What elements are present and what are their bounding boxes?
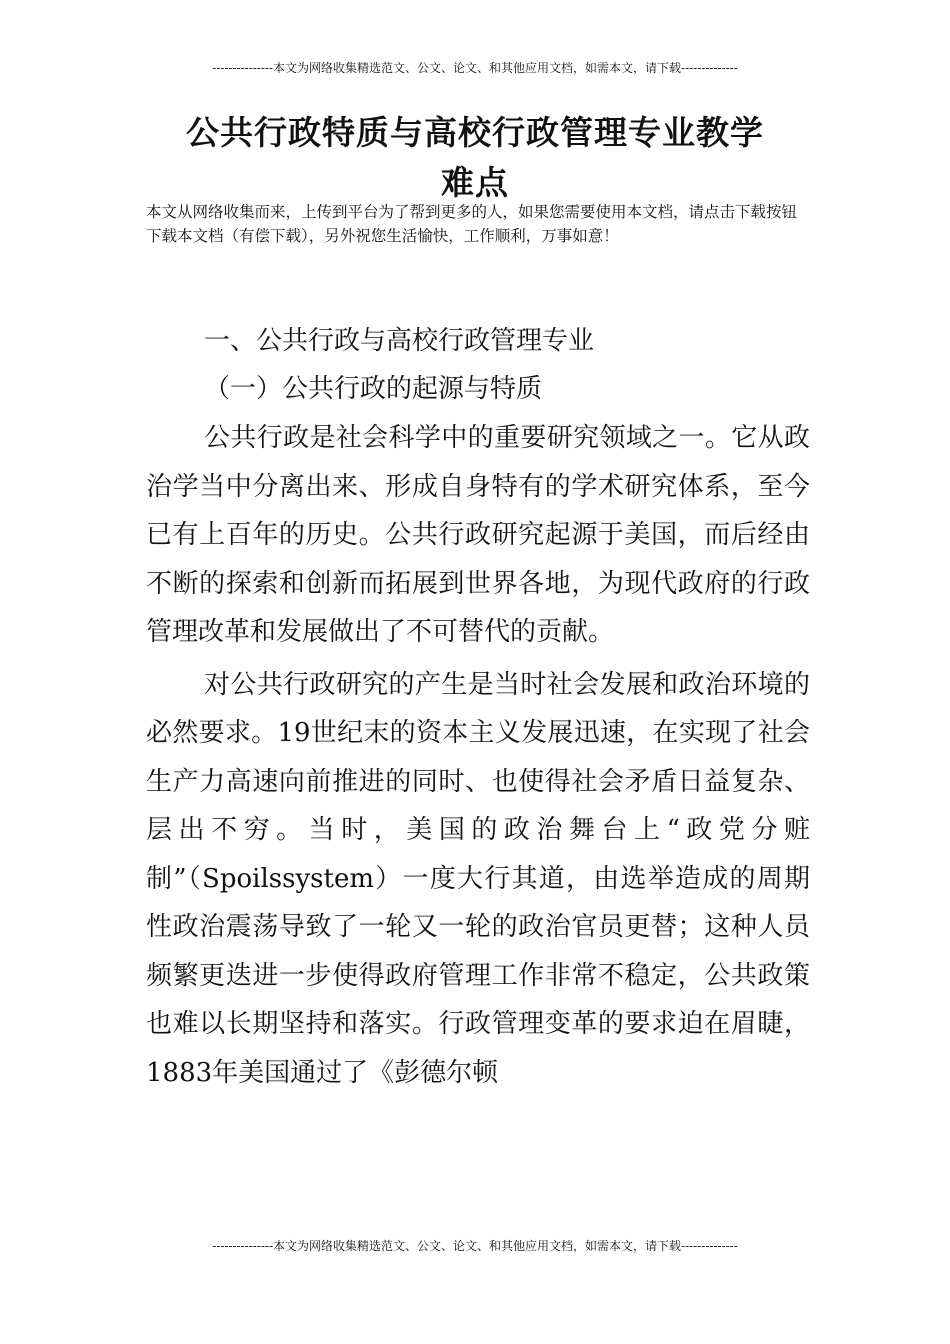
paragraph-2: 对公共行政研究的产生是当时社会发展和政治环境的必然要求。19世纪末的资本主义发展迅速，在实现了社会生产力高速向前推进的同时、也使得社会矛盾日益复杂、层出不穷。当时，美国的政治舞台上“政党分赃制”（Spoilssystem）一度大行其道，由选举造成的周期性政治震荡导致了一轮又一轮的政治官员更替；这种人员频繁更迭进一步使得政府管理工作非常不稳定，公共政策也难以长期坚持和落实。行政管理变革的要求迫在眉睫，1883年美国通过了《彭德尔顿 <box>146 669 810 1088</box>
section-heading: 一、公共行政与高校行政管理专业 <box>204 326 595 356</box>
title-line-1: 公共行政特质与高校行政管理专业教学 <box>186 113 764 153</box>
subsection-heading: （一）公共行政的起源与特质 <box>204 374 543 404</box>
download-notice: 本文从网络收集而来，上传到平台为了帮到更多的人，如果您需要使用本文档，请点击下载按钮下载本文档（有偿下载），另外祝您生活愉快，工作顺利，万事如意！ <box>146 203 798 245</box>
document-title <box>160 108 790 208</box>
header-banner: ---------------本文为网络收集精选范文、公文、论文、和其他应用文档，如需本文，请下载-------------- <box>212 61 738 75</box>
title-line-2: 难点 <box>441 163 509 203</box>
document-body <box>146 318 810 1101</box>
paragraph-1: 公共行政是社会科学中的重要研究领域之一。它从政治学当中分离出来、形成自身特有的学术研究体系，至今已有上百年的历史。公共行政研究起源于美国，而后经由不断的探索和创新而拓展到世界各地，为现代政府的行政管理改革和发展做出了不可替代的贡献。 <box>146 423 810 647</box>
footer-banner: ---------------本文为网络收集精选范文、公文、论文、和其他应用文档，如需本文，请下载-------------- <box>212 1239 738 1253</box>
